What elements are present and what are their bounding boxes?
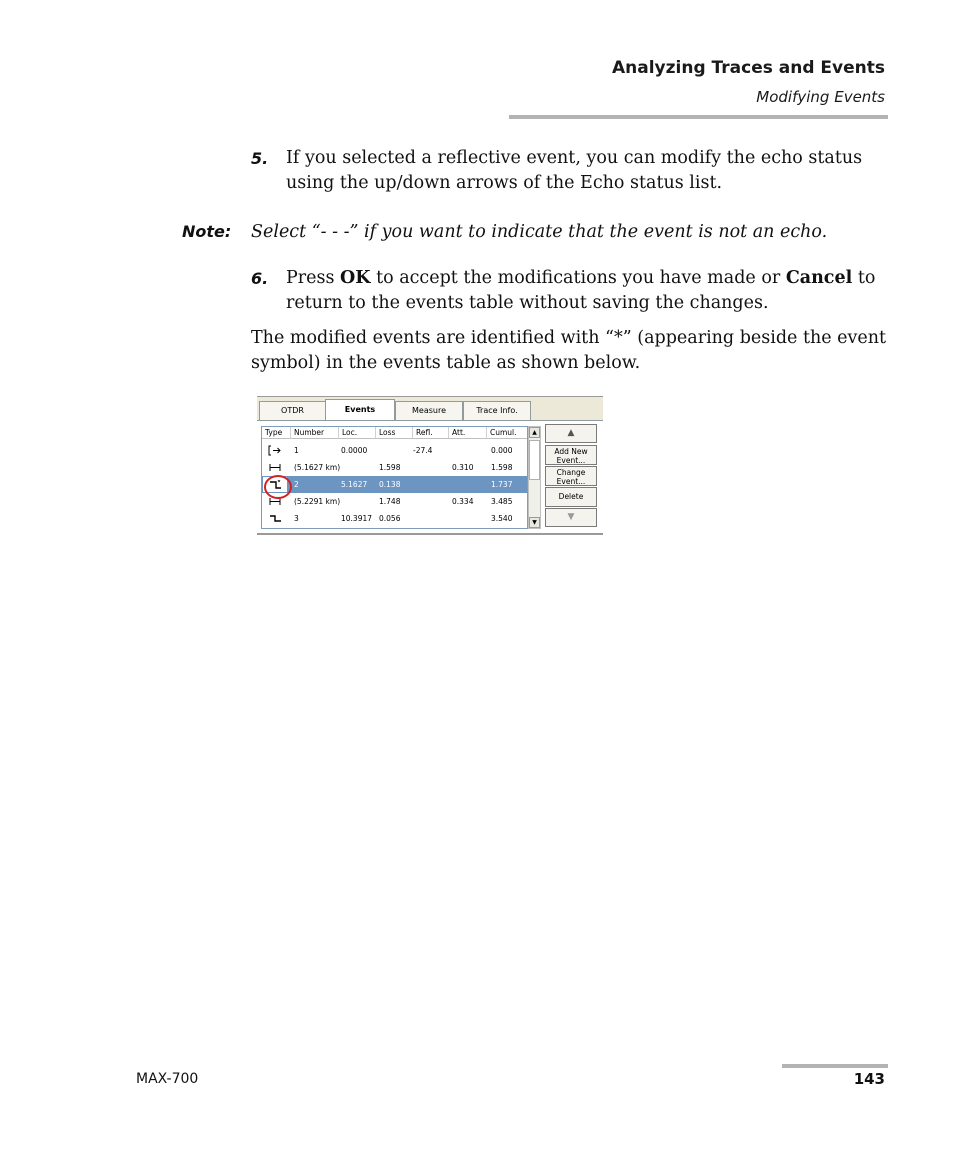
cell-loss: 0.138 bbox=[379, 480, 401, 489]
body-paragraph: The modified events are identified with “*” (appearing beside the event symbol) in the events table as shown below. bbox=[251, 328, 887, 373]
column-header-cumul[interactable]: Cumul. bbox=[487, 427, 527, 439]
highlight-circle bbox=[264, 475, 292, 499]
table-row[interactable] bbox=[262, 442, 527, 459]
table-row[interactable] bbox=[262, 493, 527, 510]
events-panel bbox=[257, 420, 603, 534]
cell-cumul: 1.737 bbox=[491, 480, 513, 489]
move-down-button[interactable]: ▼ bbox=[545, 508, 597, 527]
cell-cumul: 3.485 bbox=[491, 497, 513, 506]
change-event-label-line1: Change bbox=[556, 468, 586, 477]
cell-loc: 5.1627 bbox=[341, 480, 368, 489]
ok-keyword: OK bbox=[340, 268, 371, 288]
column-header-refl[interactable]: Refl. bbox=[413, 427, 449, 439]
column-header-loss[interactable]: Loss bbox=[376, 427, 413, 439]
cell-att: 0.334 bbox=[452, 497, 474, 506]
add-new-event-label-line1: Add New bbox=[554, 447, 588, 456]
column-header-loc[interactable]: Loc. bbox=[339, 427, 376, 439]
delete-button[interactable]: Delete bbox=[545, 487, 597, 507]
step-5 bbox=[251, 146, 891, 196]
change-event-label-line2: Event... bbox=[556, 477, 586, 486]
step-text bbox=[286, 266, 891, 316]
step-text-part: to return to the events table without saving the changes. bbox=[286, 268, 876, 313]
cell-number: 2 bbox=[294, 480, 299, 489]
note bbox=[182, 219, 827, 245]
footer-product: MAX-700 bbox=[136, 1071, 199, 1087]
cell-loc: 10.3917 bbox=[341, 514, 373, 523]
tab-trace-info[interactable]: Trace Info. bbox=[463, 401, 531, 421]
launch-icon bbox=[268, 445, 282, 456]
add-new-event-button[interactable] bbox=[545, 445, 597, 465]
cancel-keyword: Cancel bbox=[785, 268, 853, 288]
cell-loss: 0.056 bbox=[379, 514, 401, 523]
column-header-type[interactable]: Type bbox=[262, 427, 291, 439]
events-grid bbox=[261, 426, 528, 529]
column-header-att[interactable]: Att. bbox=[449, 427, 487, 439]
figure-bottom-border bbox=[257, 533, 603, 535]
step-number: 6. bbox=[251, 269, 269, 288]
step-text-part: Press bbox=[286, 268, 341, 288]
cell-number: (5.1627 km) bbox=[294, 463, 341, 472]
vertical-scrollbar[interactable] bbox=[528, 426, 541, 529]
step-number: 5. bbox=[251, 149, 269, 168]
events-table-screenshot bbox=[257, 396, 603, 535]
add-new-event-label-line2: Event... bbox=[556, 456, 586, 465]
cell-cumul: 3.540 bbox=[491, 514, 513, 523]
move-up-button[interactable]: ▲ bbox=[545, 424, 597, 443]
tab-otdr[interactable]: OTDR bbox=[259, 401, 326, 421]
note-label: Note: bbox=[182, 222, 232, 241]
cell-refl: -27.4 bbox=[413, 446, 433, 455]
header-rule bbox=[509, 115, 888, 119]
table-row[interactable] bbox=[262, 459, 527, 476]
page-number: 143 bbox=[853, 1070, 885, 1088]
table-row-selected[interactable] bbox=[262, 476, 527, 493]
scroll-down-button[interactable]: ▼ bbox=[529, 517, 540, 528]
cell-loss: 1.598 bbox=[379, 463, 401, 472]
header-title: Analyzing Traces and Events bbox=[611, 58, 885, 78]
cell-cumul: 0.000 bbox=[491, 446, 513, 455]
figure-top-border bbox=[257, 396, 603, 397]
tab-measure[interactable]: Measure bbox=[395, 401, 463, 421]
cell-cumul: 1.598 bbox=[491, 463, 513, 472]
cell-number: (5.2291 km) bbox=[294, 497, 341, 506]
cell-number: 1 bbox=[294, 446, 299, 455]
fiber-section-icon bbox=[268, 462, 282, 473]
footer-rule bbox=[782, 1064, 888, 1068]
step-text-part: to accept the modifications you have made or bbox=[370, 268, 786, 288]
cell-att: 0.310 bbox=[452, 463, 474, 472]
table-row[interactable] bbox=[262, 510, 527, 527]
column-header-number[interactable]: Number bbox=[291, 427, 339, 439]
step-text: If you selected a reflective event, you can modify the echo status using the up/down arrows of the Echo status list. bbox=[286, 148, 863, 193]
tab-events[interactable]: Events bbox=[325, 399, 395, 421]
cell-loc: 0.0000 bbox=[341, 446, 368, 455]
cell-loss: 1.748 bbox=[379, 497, 401, 506]
change-event-button[interactable] bbox=[545, 466, 597, 486]
note-text: Select “- - -” if you want to indicate that the event is not an echo. bbox=[251, 222, 828, 242]
non-reflective-icon bbox=[268, 513, 282, 524]
step-6 bbox=[251, 266, 891, 316]
header-subtitle: Modifying Events bbox=[756, 88, 885, 106]
scroll-up-button[interactable]: ▲ bbox=[529, 427, 540, 438]
scroll-thumb[interactable] bbox=[529, 440, 540, 480]
cell-number: 3 bbox=[294, 514, 299, 523]
